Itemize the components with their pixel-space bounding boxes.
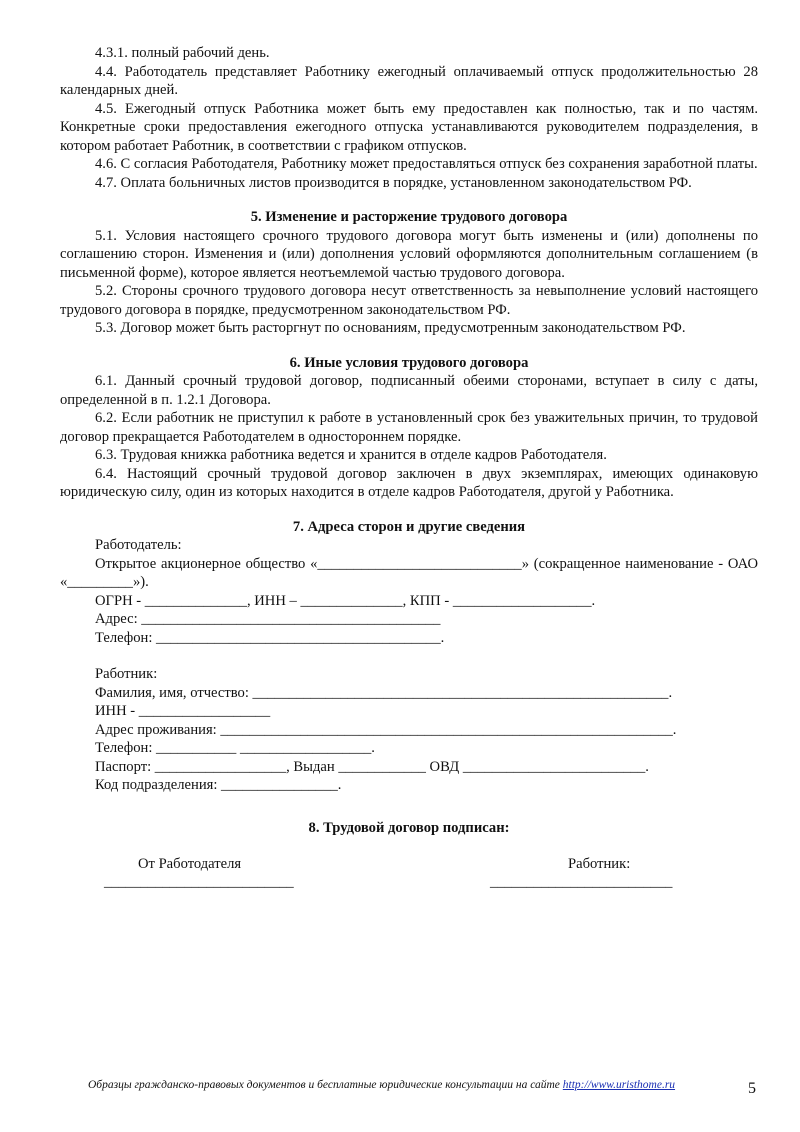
clause-4-3-1: 4.3.1. полный рабочий день. — [95, 45, 270, 61]
clause-4-7: 4.7. Оплата больничных листов производится в порядке, установленном законодательством РФ. — [95, 174, 692, 191]
page-number: 5 — [748, 1080, 756, 1097]
employee-address: Адрес проживания: ______________________________________________________________. — [95, 721, 677, 738]
footer-text: Образцы гражданско-правовых документов и бесплатные юридические консультации на сайте — [88, 1079, 563, 1091]
employee-passport: Паспорт: __________________, Выдан ____________ ОВД _________________________. — [95, 758, 649, 775]
clause-5-1: 5.1. Условия настоящего срочного трудового договора могут быть изменены и (или) дополнены по соглашению сторон. Изменения и (или) дополнения условий оформляются дополнительным соглашением (в письменной форме), которое является неотъемлемой частью трудового договора. — [60, 227, 758, 281]
clause-6-2: 6.2. Если работник не приступил к работе в установленный срок без уважительных причин, то трудовой договор прекращается Работодателем в одностороннем порядке. — [60, 410, 758, 445]
employer-ids: ОГРН - ______________, ИНН – ______________, КПП - ___________________. — [95, 592, 596, 609]
clause-6-3: 6.3. Трудовая книжка работника ведется и хранится в отделе кадров Работодателя. — [95, 447, 607, 463]
employee-code: Код подразделения: ________________. — [95, 777, 342, 793]
employee-phone: Телефон: ___________ __________________. — [95, 740, 375, 756]
employee-signature-line: _________________________ — [490, 874, 673, 890]
section-5-heading: 5. Изменение и расторжение трудового договора — [250, 209, 568, 225]
clause-4-6: 4.6. С согласия Работодателя, Работнику может предоставляться отпуск без сохранения заработной платы. — [95, 156, 758, 172]
employer-address: Адрес: _________________________________________ — [95, 611, 441, 627]
employee-inn: ИНН - __________________ — [95, 703, 271, 719]
employee-fio: Фамилия, имя, отчество: _________________________________________________________. — [95, 684, 673, 701]
employee-label: Работник: — [95, 666, 158, 682]
clause-4-5: 4.5. Ежегодный отпуск Работника может быть ему предоставлен как полностью, так и по частям. Конкретные сроки предоставления ежегодного отпуска устанавливаются руководителем подразделения, в котором работает Работник, в соответствии с графиком отпусков. — [60, 100, 758, 154]
clause-6-4: 6.4. Настоящий срочный трудовой договор заключен в двух экземплярах, имеющих одинаковую юридическую силу, один из которых находится в отделе кадров Работодателя, другой у Работника. — [60, 465, 758, 500]
footer-link[interactable]: http://www.uristhome.ru — [562, 1079, 676, 1091]
document-page — [60, 44, 758, 901]
section-8-heading: 8. Трудовой договор подписан: — [308, 819, 510, 836]
employer-name: Открытое акционерное общество «____________________________» (сокращенное наименование - ОАО «_________»). — [60, 555, 758, 590]
clause-4-4: 4.4. Работодатель представляет Работнику ежегодный оплачиваемый отпуск продолжительностью 28 календарных дней. — [60, 63, 758, 98]
clause-6-1: 6.1. Данный срочный трудовой договор, подписанный обеими сторонами, вступает в силу с даты, определенной в п. 1.2.1 Договора. — [60, 373, 758, 408]
employer-signature-line: __________________________ — [104, 874, 294, 890]
page-footer — [88, 1079, 675, 1091]
clause-5-3: 5.3. Договор может быть расторгнут по основаниям, предусмотренным законодательством РФ. — [95, 320, 686, 336]
section-6-heading: 6. Иные условия трудового договора — [289, 354, 529, 371]
signature-block — [60, 855, 758, 901]
employer-phone: Телефон: _______________________________________. — [95, 629, 445, 646]
clause-5-2: 5.2. Стороны срочного трудового договора несут ответственность за невыполнение условий настоящего трудового договора в порядке, предусмотренном законодательством РФ. — [60, 283, 758, 318]
employer-sign-label: От Работодателя — [138, 856, 242, 872]
employee-sign-label: Работник: — [568, 856, 631, 872]
section-7-heading: 7. Адреса сторон и другие сведения — [292, 518, 526, 535]
employer-label: Работодатель: — [95, 537, 182, 553]
